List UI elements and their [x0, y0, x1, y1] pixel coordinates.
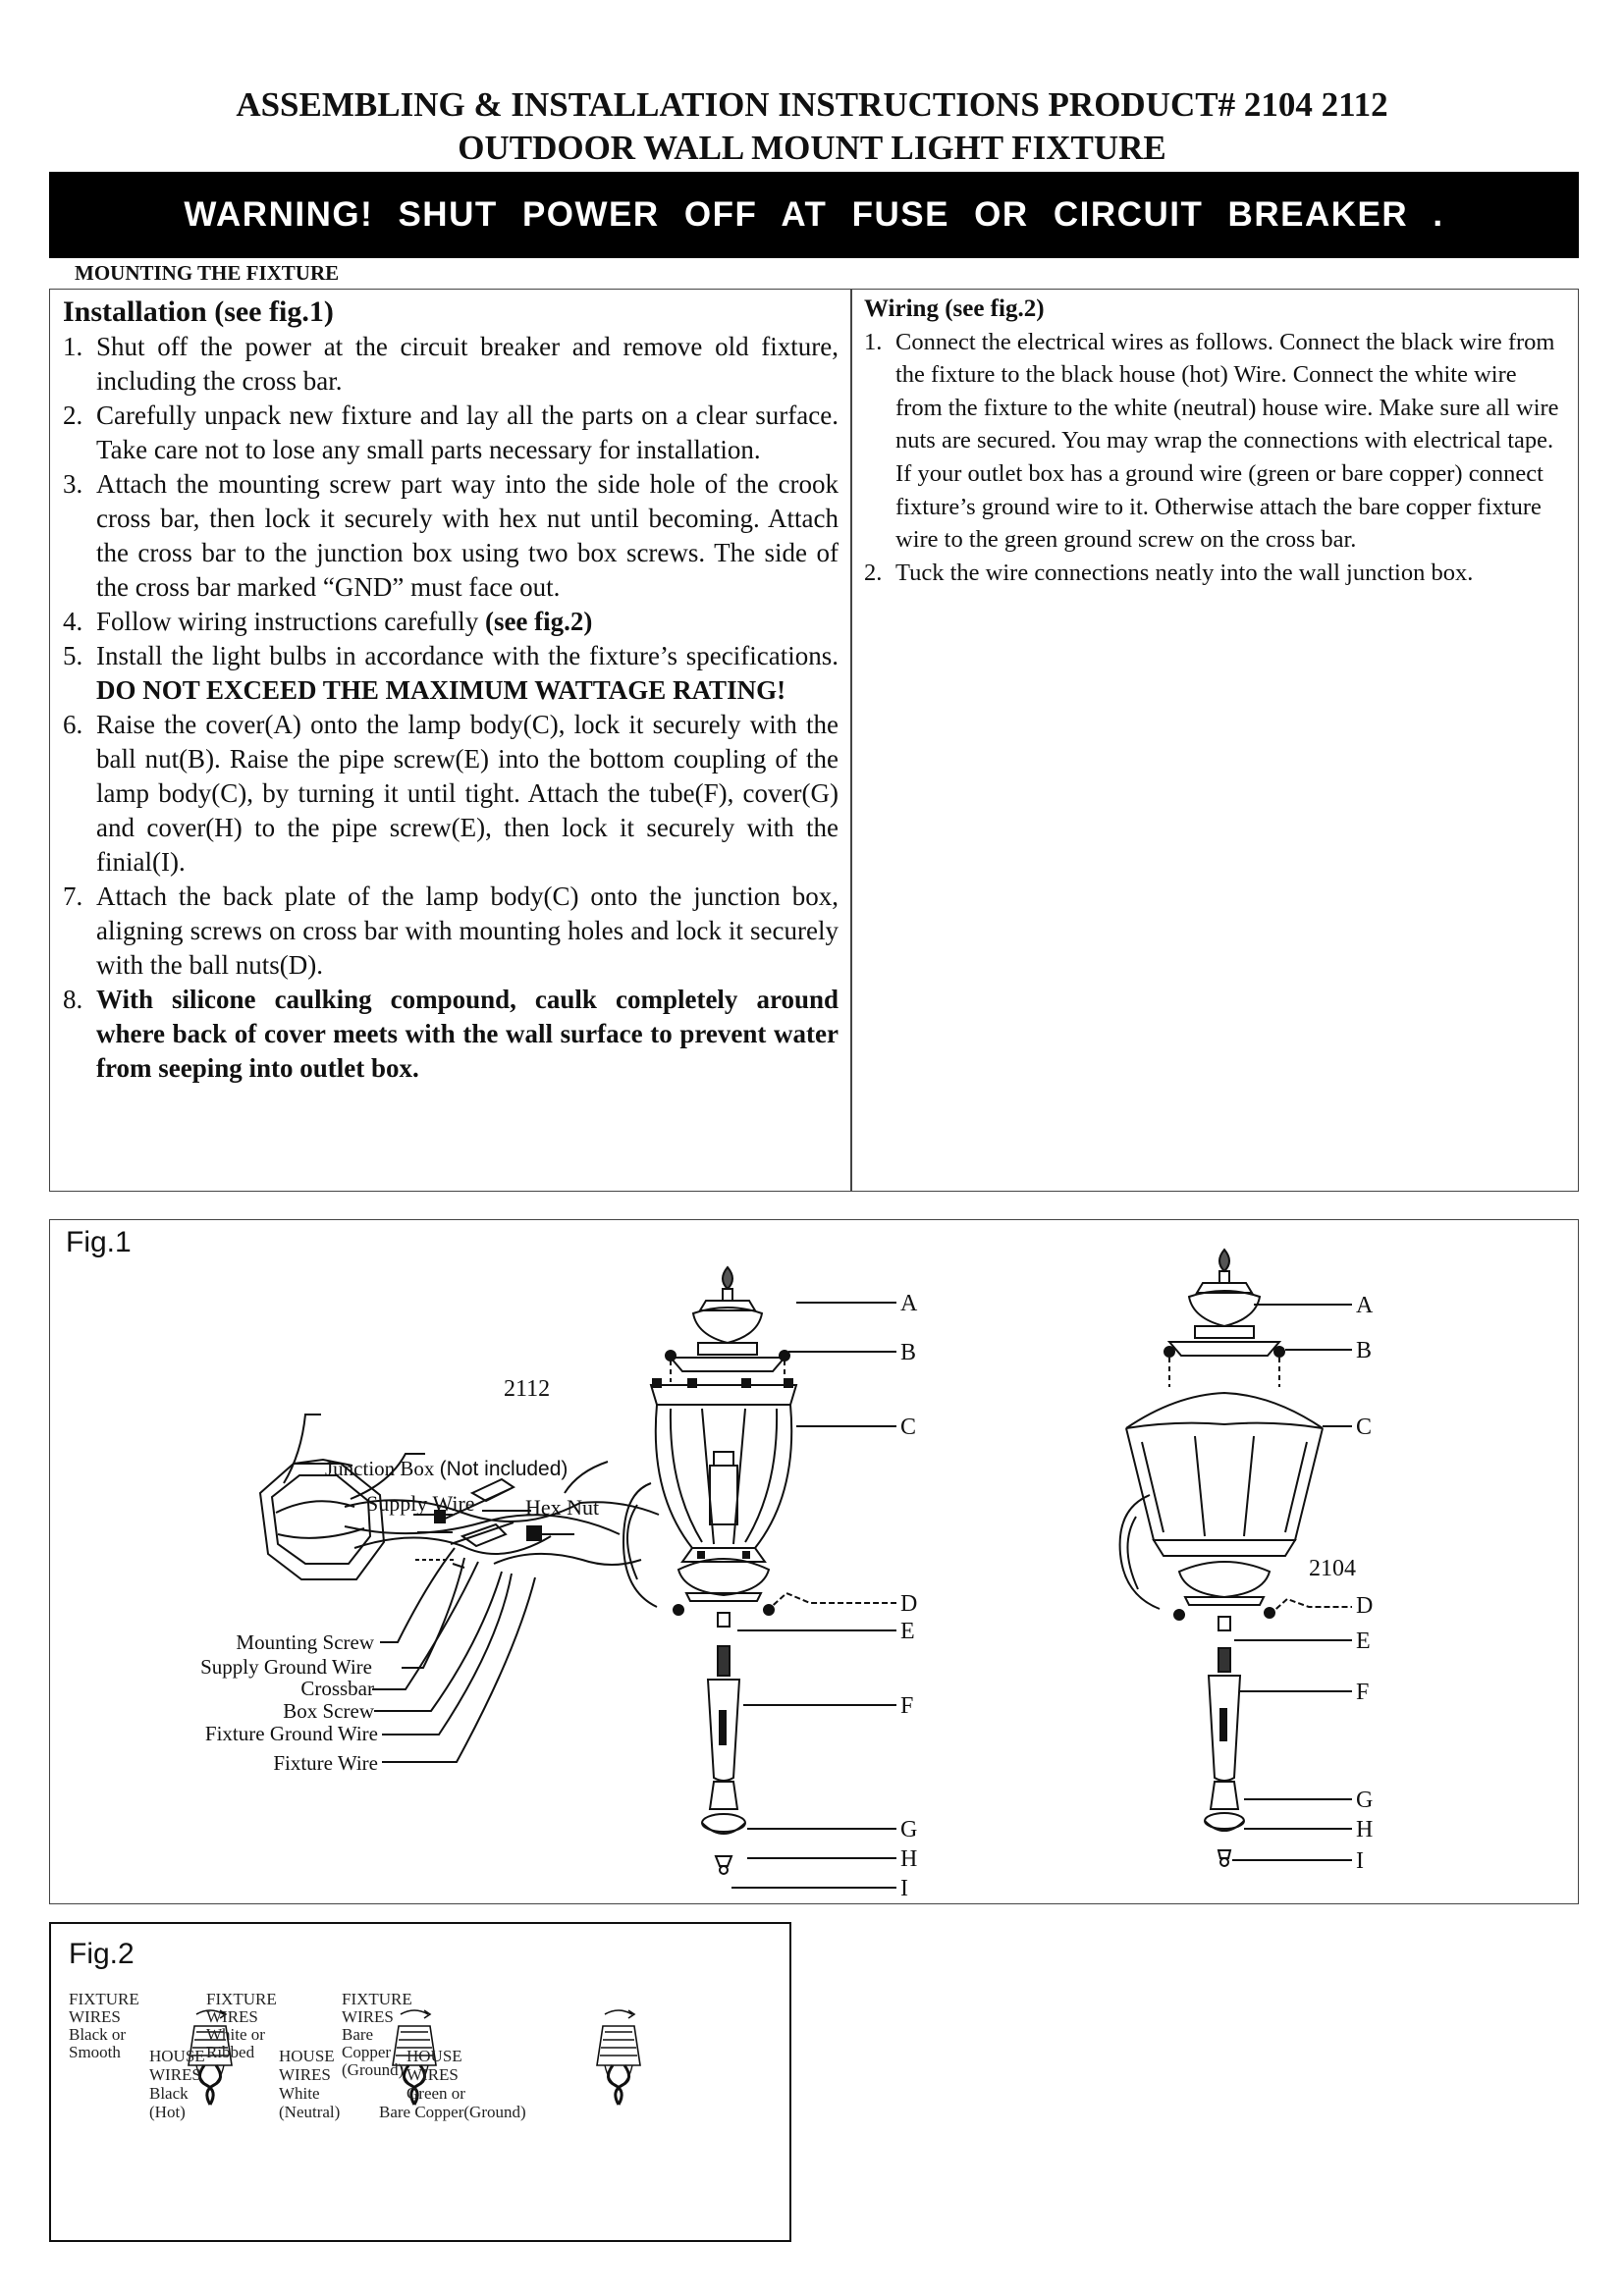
installation-step-number: 4.	[63, 607, 83, 636]
wiring-column	[864, 293, 1561, 589]
installation-step-text: Shut off the power at the circuit breaker and remove old fixture, including the cross bar.	[96, 332, 839, 396]
crossbar-label: Crossbar	[300, 1677, 374, 1700]
installation-step	[63, 708, 839, 880]
fixture-wires-label: WIRES	[342, 2007, 394, 2026]
fixture-wires-label: Ribbed	[206, 2043, 255, 2061]
installation-step-number: 1.	[63, 332, 83, 361]
installation-step-text: Carefully unpack new fixture and lay all the parts on a clear surface. Take care not to lose any small parts necessary for installation.	[96, 400, 839, 464]
figure-2	[49, 1922, 791, 2242]
house-wires-label: HOUSE	[406, 2047, 462, 2065]
wiring-heading: Wiring (see fig.2)	[864, 295, 1045, 322]
part-h-label: H	[900, 1846, 918, 1872]
part-d-label-2104: D	[1356, 1593, 1374, 1619]
part-e-label: E	[900, 1619, 915, 1644]
installation-step-number: 5.	[63, 641, 83, 670]
junction-box-label: Junction Box (Not included)	[325, 1457, 568, 1480]
house-wires-label: (Hot)	[149, 2103, 186, 2121]
model-2112-label: 2112	[504, 1376, 551, 1402]
fixture-ground-wire-label: Fixture Ground Wire	[204, 1722, 378, 1745]
wiring-step	[864, 557, 1561, 590]
wire-nut-icon	[597, 2010, 640, 2105]
part-f-label-2104: F	[1356, 1680, 1370, 1705]
installation-step	[63, 467, 839, 605]
section-label: MOUNTING THE FIXTURE	[75, 261, 340, 285]
part-b-label: B	[900, 1340, 917, 1365]
part-i-label: I	[900, 1876, 908, 1901]
fixture-wires-label: WIRES	[206, 2007, 258, 2026]
figure-1-drawing	[50, 1220, 1577, 1902]
installation-step-text: Attach the mounting screw part way into the side hole of the crook cross bar, then lock it securely with hex nut until becoming. Attach the cross bar to the junction box using two box screws. The side of the cross bar marked “GND” must face out.	[96, 469, 839, 602]
installation-step-emphasis: (see fig.2)	[484, 607, 593, 636]
part-h-label-2104: H	[1356, 1817, 1374, 1842]
installation-step-text: Install the light bulbs in accordance with the fixture’s specifications.	[96, 641, 839, 670]
fixture-wires-label: Copper	[342, 2043, 392, 2061]
installation-steps	[63, 330, 839, 1086]
fixture-wires-label: FIXTURE	[206, 1990, 277, 2008]
supply-ground-wire-label: Supply Ground Wire	[200, 1655, 372, 1679]
part-e-label-2104: E	[1356, 1629, 1371, 1654]
wiring-step	[864, 326, 1561, 557]
installation-step-emphasis: DO NOT EXCEED THE MAXIMUM WATTAGE RATING!	[96, 675, 786, 705]
wiring-step-text: Tuck the wire connections neatly into the wall junction box.	[895, 559, 1474, 586]
installation-step	[63, 330, 839, 399]
installation-step-number: 3.	[63, 469, 83, 499]
wiring-step-number: 2.	[864, 559, 883, 586]
supply-wire-label: Supply Wire	[366, 1491, 475, 1516]
house-wires-label: Black	[149, 2084, 189, 2103]
part-d-label: D	[900, 1591, 918, 1617]
house-wires-label: HOUSE	[279, 2047, 335, 2065]
fixture-wires-label: Bare	[342, 2025, 374, 2044]
document-title: ASSEMBLING & INSTALLATION INSTRUCTIONS PRODUCT# 2104 2112	[236, 85, 1388, 124]
hex-nut-label: Hex Nut	[525, 1495, 600, 1520]
house-wires-label: Bare Copper(Ground)	[379, 2103, 526, 2121]
house-wires-label: HOUSE	[149, 2047, 205, 2065]
part-a-label: A	[900, 1291, 918, 1316]
fixture-wires-label: Smooth	[69, 2043, 121, 2061]
installation-step-number: 6.	[63, 710, 83, 739]
figure-2-drawing	[51, 1924, 789, 2240]
document-subtitle: OUTDOOR WALL MOUNT LIGHT FIXTURE	[458, 129, 1166, 167]
wiring-step-text: Connect the electrical wires as follows. Connect the black wire from the fixture to the black house (hot) Wire. Connect the white wire from the fixture to the white (neutral) house wire. Make sure all wire nuts are secured. You may wrap the connections with electrical tape. If your outlet box has a ground wire (green or bare copper) connect fixture’s ground wire to it. Otherwise attach the bare copper fixture wire to the green ground screw on the cross bar.	[895, 328, 1559, 554]
fixture-2104-illustration	[1120, 1250, 1323, 1866]
part-f-label: F	[900, 1693, 914, 1719]
box-screw-label: Box Screw	[283, 1699, 374, 1723]
house-wires-label: (Neutral)	[279, 2103, 341, 2121]
installation-heading: Installation (see fig.1)	[63, 295, 334, 328]
installation-step	[63, 983, 839, 1086]
wiring-steps	[864, 326, 1561, 590]
house-wires-label: WIRES	[149, 2065, 201, 2084]
part-c-label-2104: C	[1356, 1415, 1373, 1440]
part-a-label-2104: A	[1356, 1293, 1374, 1318]
house-wires-label: WIRES	[406, 2065, 459, 2084]
fixture-wires-label: White or	[206, 2025, 265, 2044]
installation-step	[63, 399, 839, 467]
installation-column	[63, 294, 839, 1086]
installation-step-number: 2.	[63, 400, 83, 430]
house-wires-label: White	[279, 2084, 320, 2103]
fixture-wires-label: WIRES	[69, 2007, 121, 2026]
wiring-step-number: 1.	[864, 328, 883, 355]
house-wires-label: Green or	[406, 2084, 465, 2103]
installation-step-text: Follow wiring instructions carefully	[96, 607, 485, 636]
figure-1	[49, 1219, 1579, 1904]
installation-step-number: 8.	[63, 985, 83, 1014]
column-divider	[850, 289, 852, 1192]
house-wires-label: WIRES	[279, 2065, 331, 2084]
part-b-label-2104: B	[1356, 1338, 1373, 1363]
installation-step-emphasis: With silicone caulking compound, caulk completely around where back of cover meets with the wall surface to prevent water from seeping into outlet box.	[96, 985, 839, 1083]
fixture-2112-illustration	[623, 1267, 796, 1874]
figure-1-label: Fig.1	[66, 1226, 132, 1258]
installation-step-text: Attach the back plate of the lamp body(C) onto the junction box, aligning screws on cross bar with mounting holes and lock it securely with the ball nuts(D).	[96, 881, 839, 980]
installation-step	[63, 605, 839, 639]
installation-step	[63, 880, 839, 983]
installation-step-number: 7.	[63, 881, 83, 911]
part-g-label: G	[900, 1817, 918, 1842]
mounting-screw-label: Mounting Screw	[236, 1630, 374, 1654]
part-g-label-2104: G	[1356, 1788, 1374, 1813]
fixture-wires-label: FIXTURE	[69, 1990, 139, 2008]
fixture-wire-label: Fixture Wire	[273, 1751, 378, 1775]
installation-step	[63, 639, 839, 708]
warning-banner: WARNING! SHUT POWER OFF AT FUSE OR CIRCUIT BREAKER .	[49, 172, 1579, 258]
part-c-label: C	[900, 1415, 917, 1440]
fixture-wires-label: (Ground)	[342, 2060, 405, 2079]
fixture-wires-label: FIXTURE	[342, 1990, 412, 2008]
fixture-wires-label: Black or	[69, 2025, 127, 2044]
installation-step-text: Raise the cover(A) onto the lamp body(C), lock it securely with the ball nut(B). Raise the pipe screw(E) into the bottom coupling of the lamp body(C), by turning it until tight. Attach the tube(F), cover(G) and cover(H) to the pipe screw(E), then lock it securely with the finial(I).	[96, 710, 839, 877]
figure-2-label: Fig.2	[69, 1938, 135, 1970]
part-i-label-2104: I	[1356, 1848, 1364, 1874]
model-2104-label: 2104	[1309, 1556, 1356, 1581]
